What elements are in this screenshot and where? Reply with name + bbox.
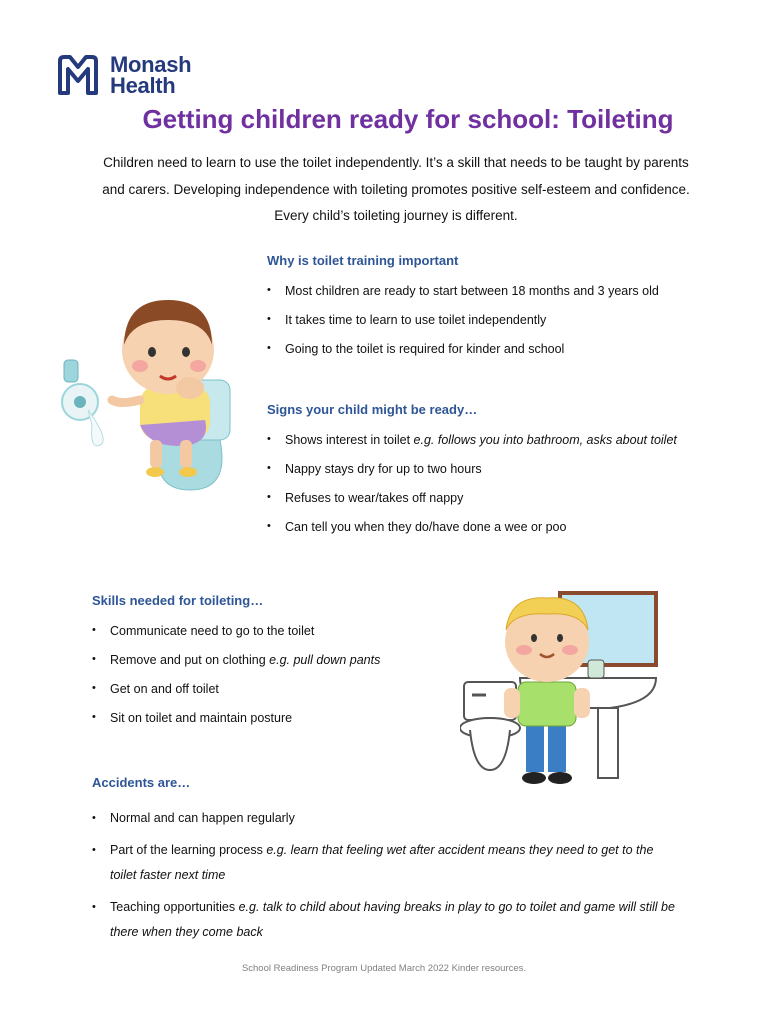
boy-on-potty-illustration xyxy=(40,290,250,500)
signs-item-1-example: e.g. follows you into bathroom, asks about toilet xyxy=(413,433,677,447)
accidents-heading: Accidents are… xyxy=(92,775,191,790)
why-list xyxy=(267,284,659,356)
logo-text xyxy=(110,54,191,96)
monash-health-logo xyxy=(56,50,216,100)
why-heading: Why is toilet training important xyxy=(267,253,459,268)
list-item xyxy=(92,838,677,888)
accidents-item-3-example: e.g. talk to child about having breaks in play to go to toilet and game will still be there when they come back xyxy=(110,900,675,939)
skills-item-2-example: e.g. pull down pants xyxy=(269,653,381,667)
list-item xyxy=(92,624,380,638)
list-item xyxy=(267,342,659,356)
list-item xyxy=(267,313,659,327)
skills-item-2-text: Remove and put on clothing xyxy=(110,653,270,667)
why-item-1: Most children are ready to start between 18 months and 3 years old xyxy=(285,284,659,298)
boy-in-bathroom-illustration xyxy=(460,590,660,790)
why-item-2: It takes time to learn to use toilet independently xyxy=(285,313,547,327)
list-item xyxy=(267,520,677,534)
skills-heading: Skills needed for toileting… xyxy=(92,593,264,608)
list-item xyxy=(92,806,677,831)
why-item-3: Going to the toilet is required for kinder and school xyxy=(285,342,565,356)
skills-item-3-text: Get on and off toilet xyxy=(110,682,219,696)
signs-item-1-text: Shows interest in toilet xyxy=(285,433,414,447)
list-item xyxy=(267,433,677,447)
signs-item-3-text: Refuses to wear/takes off nappy xyxy=(285,491,464,505)
skills-list xyxy=(92,624,380,725)
list-item xyxy=(92,895,677,945)
logo-text-line1: Monash xyxy=(110,52,192,77)
accidents-item-2-example: e.g. learn that feeling wet after accident means they need to get to the toilet faster next time xyxy=(110,843,654,882)
accidents-item-2-text: Part of the learning process xyxy=(110,843,267,857)
monash-logo-icon xyxy=(56,53,100,97)
accidents-item-3-text: Teaching opportunities xyxy=(110,900,239,914)
list-item xyxy=(92,653,380,667)
list-item xyxy=(92,711,380,725)
list-item xyxy=(92,682,380,696)
page-footer: School Readiness Program Updated March 2022 Kinder resources. xyxy=(241,963,527,974)
accidents-list xyxy=(92,806,677,945)
accidents-item-1-text: Normal and can happen regularly xyxy=(110,811,295,825)
signs-heading: Signs your child might be ready… xyxy=(267,402,478,417)
signs-list xyxy=(267,433,677,534)
page-title: Getting children ready for school: Toileting xyxy=(142,104,674,134)
list-item xyxy=(267,284,659,298)
skills-item-4-text: Sit on toilet and maintain posture xyxy=(110,711,293,725)
list-item xyxy=(267,462,677,476)
intro-paragraph: Children need to learn to use the toilet independently. It’s a skill that needs to be taught by parents and carers. Developing independence with toileting promotes positive self-esteem and confidence. Every child’s toileting journey is different. xyxy=(102,155,690,223)
list-item xyxy=(267,491,677,505)
signs-item-2-text: Nappy stays dry for up to two hours xyxy=(285,462,482,476)
skills-item-1-text: Communicate need to go to the toilet xyxy=(110,624,315,638)
signs-item-4-text: Can tell you when they do/have done a wee or poo xyxy=(285,520,567,534)
logo-text-line2: Health xyxy=(110,73,176,98)
